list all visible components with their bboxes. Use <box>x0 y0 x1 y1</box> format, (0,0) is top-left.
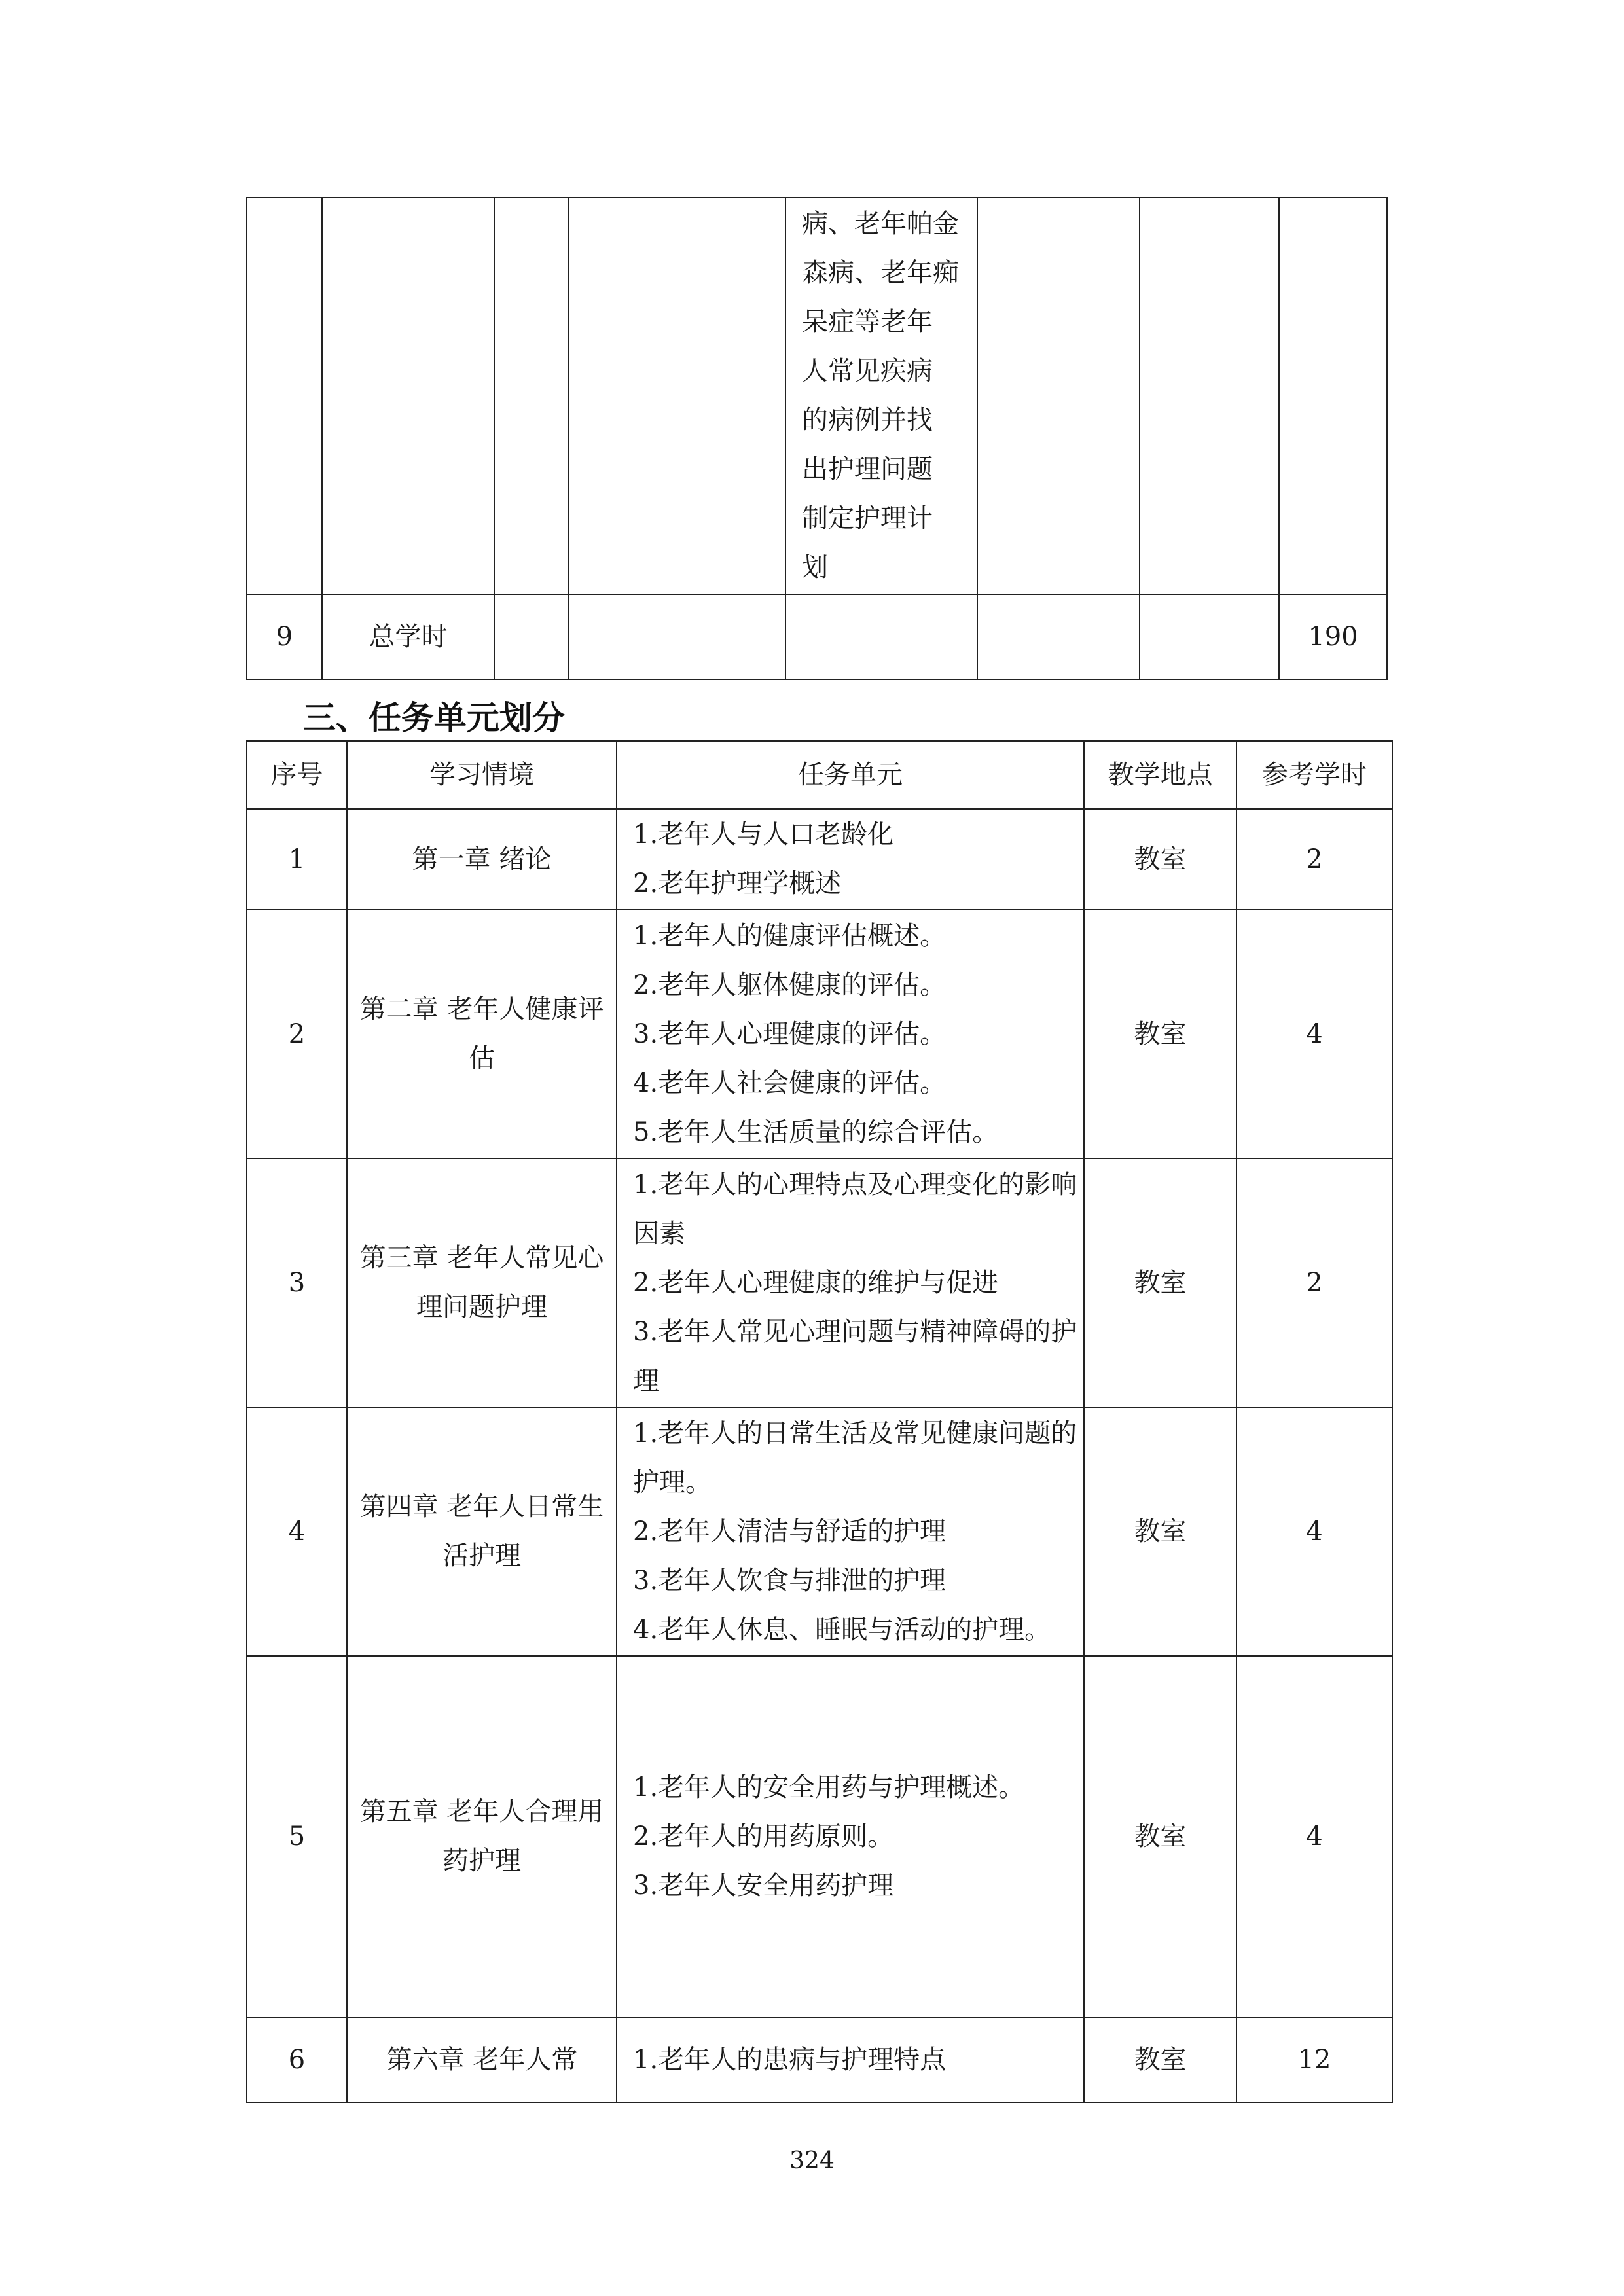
table-row <box>247 1407 1392 1656</box>
total-hours-label: 总学时 <box>322 594 494 679</box>
teaching-location: 教室 <box>1084 910 1236 1158</box>
teaching-location: 教室 <box>1084 1407 1236 1656</box>
task-units <box>617 809 1084 910</box>
cell-text-line: 呆症等老年 <box>802 307 933 337</box>
column-header: 任务单元 <box>617 741 1084 809</box>
task-unit-item: 3.老年人饮食与排泄的护理 <box>633 1565 947 1596</box>
cell-text-line: 人常见疾病 <box>802 356 933 386</box>
task-unit-item: 3.老年人心理健康的评估。 <box>633 1018 947 1049</box>
table-cell <box>1140 594 1279 679</box>
task-unit-item: 1.老年人的安全用药与护理概述。 <box>633 1772 1025 1803</box>
cell-text-line: 出护理问题 <box>802 454 933 484</box>
row-number: 1 <box>247 809 347 910</box>
column-header: 学习情境 <box>347 741 617 809</box>
row-number: 4 <box>247 1407 347 1656</box>
table-row <box>247 1656 1392 2017</box>
table-cell <box>494 594 568 679</box>
total-hours-row <box>247 594 1387 679</box>
cell-text-line: 的病例并找 <box>802 405 933 435</box>
page-number: 324 <box>789 2147 835 2174</box>
learning-scenario: 第三章 老年人常见心理问题护理 <box>347 1158 617 1407</box>
cell-text-line: 划 <box>802 552 828 583</box>
table-row <box>247 1158 1392 1407</box>
row-number: 5 <box>247 1656 347 2017</box>
table-row <box>247 910 1392 1158</box>
learning-scenario: 第五章 老年人合理用药护理 <box>347 1656 617 2017</box>
section-heading: 三、任务单元划分 <box>303 699 565 737</box>
column-header: 序号 <box>247 741 347 809</box>
task-unit-item: 1.老年人与人口老龄化 <box>633 819 894 850</box>
table-cell <box>977 594 1140 679</box>
reference-hours: 4 <box>1236 910 1392 1158</box>
table-cell <box>1140 198 1279 594</box>
task-unit-item: 2.老年人清洁与舒适的护理 <box>633 1516 947 1547</box>
task-unit-item: 4.老年人社会健康的评估。 <box>633 1067 947 1098</box>
practice-content-cell <box>785 198 977 594</box>
teaching-location: 教室 <box>1084 1158 1236 1407</box>
task-unit-item: 3.老年人安全用药护理 <box>633 1870 894 1901</box>
table-row <box>247 2017 1392 2102</box>
reference-hours: 4 <box>1236 1656 1392 2017</box>
task-units-table <box>246 740 1393 2103</box>
task-units <box>617 1656 1084 2017</box>
cell-text-line: 森病、老年痴 <box>802 258 959 288</box>
reference-hours: 2 <box>1236 1158 1392 1407</box>
task-unit-item: 2.老年人的用药原则。 <box>633 1821 894 1852</box>
table-header-row <box>247 741 1392 809</box>
table-row <box>247 809 1392 910</box>
task-unit-item: 2.老年人心理健康的维护与促进 <box>633 1267 999 1298</box>
table-cell <box>568 198 785 594</box>
table-cell <box>322 198 494 594</box>
task-units <box>617 1158 1084 1407</box>
row-number: 6 <box>247 2017 347 2102</box>
learning-scenario: 第一章 绪论 <box>347 809 617 910</box>
table-cell <box>977 198 1140 594</box>
cell-text-line: 病、老年帕金 <box>802 209 959 239</box>
task-unit-item: 2.老年人躯体健康的评估。 <box>633 969 947 1000</box>
table-cell <box>1279 198 1387 594</box>
learning-scenario: 第四章 老年人日常生活护理 <box>347 1407 617 1656</box>
table-row <box>247 198 1387 594</box>
row-number: 3 <box>247 1158 347 1407</box>
table-cell <box>785 594 977 679</box>
task-unit-item: 1.老年人的日常生活及常见健康问题的护理。 <box>633 1418 1077 1498</box>
task-unit-item: 1.老年人的心理特点及心理变化的影响因素 <box>633 1169 1077 1249</box>
table-cell <box>247 198 322 594</box>
task-unit-item: 3.老年人常见心理问题与精神障碍的护理 <box>633 1316 1077 1396</box>
reference-hours: 12 <box>1236 2017 1392 2102</box>
learning-scenario: 第二章 老年人健康评估 <box>347 910 617 1158</box>
task-unit-item: 2.老年护理学概述 <box>633 869 842 899</box>
teaching-location: 教室 <box>1084 2017 1236 2102</box>
row-index: 9 <box>247 594 322 679</box>
table-cell <box>568 594 785 679</box>
task-unit-item: 1.老年人的健康评估概述。 <box>633 920 947 951</box>
row-number: 2 <box>247 910 347 1158</box>
table-cell <box>494 198 568 594</box>
learning-scenario: 第六章 老年人常 <box>347 2017 617 2102</box>
course-table-continuation <box>246 197 1388 680</box>
column-header: 教学地点 <box>1084 741 1236 809</box>
reference-hours: 2 <box>1236 809 1392 910</box>
column-header: 参考学时 <box>1236 741 1392 809</box>
task-units <box>617 910 1084 1158</box>
task-units <box>617 2017 1084 2102</box>
teaching-location: 教室 <box>1084 809 1236 910</box>
reference-hours: 4 <box>1236 1407 1392 1656</box>
task-unit-item: 5.老年人生活质量的综合评估。 <box>633 1117 999 1147</box>
task-units <box>617 1407 1084 1656</box>
total-hours-value: 190 <box>1279 594 1387 679</box>
teaching-location: 教室 <box>1084 1656 1236 2017</box>
cell-text-line: 制定护理计 <box>802 503 933 533</box>
task-unit-item: 1.老年人的患病与护理特点 <box>633 2044 947 2075</box>
task-unit-item: 4.老年人休息、睡眠与活动的护理。 <box>633 1614 1051 1645</box>
